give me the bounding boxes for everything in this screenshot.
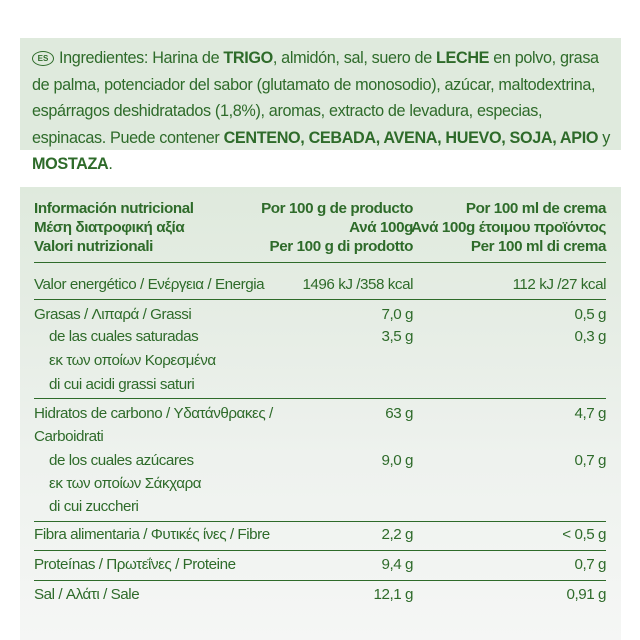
energy-product: 1496 kJ /358 kcal <box>302 276 413 293</box>
protein-product: 9,4 g <box>381 556 413 573</box>
fibre-cream: < 0,5 g <box>562 526 606 543</box>
carbs-cream: 4,7 g <box>574 405 606 422</box>
header-col-cream-es: Por 100 ml de crema <box>465 200 606 217</box>
carbs-label-line1: Hidratos de carbono / Υδατάνθρακες / <box>34 405 273 422</box>
protein-label: Proteínas / Πρωτεΐνες / Proteine <box>34 556 236 573</box>
fat-label: Grasas / Λιπαρά / Grassi <box>34 306 192 323</box>
header-col-cream-it: Per 100 ml di crema <box>470 238 606 255</box>
header-col-cream-el: Ανά 100g έτοιμου προϊόντος <box>411 219 606 236</box>
header-col-product-es: Por 100 g de producto <box>261 200 413 217</box>
fibre-label: Fibra alimentaria / Φυτικές ίνες / Fibre <box>34 526 270 543</box>
fibre-product: 2,2 g <box>381 526 413 543</box>
sugars-product: 9,0 g <box>381 452 413 469</box>
salt-cream: 0,91 g <box>566 586 606 603</box>
ingredients-box <box>20 38 621 173</box>
divider <box>34 262 606 263</box>
fat-product: 7,0 g <box>381 306 413 323</box>
saturates-product: 3,5 g <box>381 328 413 345</box>
divider <box>34 398 606 399</box>
sugars-cream: 0,7 g <box>574 452 606 469</box>
sugars-label-el: εκ των οποίων Σάκχαρα <box>49 475 202 492</box>
saturates-cream: 0,3 g <box>574 328 606 345</box>
divider <box>34 550 606 551</box>
divider <box>34 580 606 581</box>
allergen-trigo: TRIGO <box>223 49 273 67</box>
ingredients-seg-4: en polvo, grasa de palma, potenciador del sabor (glutamato de monosodio), azúcar, maltodextrina, espárragos deshidratados (1,8%), aromas, extracto de levadura, especias, espinacas. Puede contener <box>32 49 599 147</box>
header-col-product-el: Ανά 100g <box>349 219 413 236</box>
header-label-it: Valori nutrizionali <box>34 238 153 255</box>
header-label-es: Información nutricional <box>34 200 194 217</box>
saturates-label-it: di cui acidi grassi saturi <box>49 376 195 393</box>
language-badge: ES <box>32 51 54 66</box>
sugars-label-it: di cui zuccheri <box>49 498 139 515</box>
saturates-label-es: de las cuales saturadas <box>49 328 199 345</box>
ingredients-seg-2: , almidón, sal, suero de <box>272 49 436 67</box>
saturates-label-el: εκ των οποίων Κορεσμένα <box>49 352 216 369</box>
ingredients-seg-6: y <box>598 128 610 147</box>
allergens-may-contain: CENTENO, CEBADA, AVENA, HUEVO, SOJA, APIO <box>223 128 599 147</box>
allergen-leche: LECHE <box>436 49 490 67</box>
salt-label: Sal / Αλάτι / Sale <box>34 586 140 603</box>
salt-product: 12,1 g <box>373 586 413 603</box>
ingredients-seg-0: Ingredientes: Harina de <box>59 49 224 67</box>
energy-cream: 112 kJ /27 kcal <box>512 276 606 293</box>
ingredients-seg-8: . <box>108 155 113 173</box>
fat-cream: 0,5 g <box>574 306 606 323</box>
header-col-product-it: Per 100 g di prodotto <box>269 238 413 255</box>
energy-label: Valor energético / Ενέργεια / Energia <box>34 276 265 293</box>
sugars-label-es: de los cuales azúcares <box>49 452 194 469</box>
allergen-mostaza: MOSTAZA <box>32 155 109 173</box>
divider <box>34 299 606 300</box>
carbs-product: 63 g <box>385 405 413 422</box>
protein-cream: 0,7 g <box>574 556 606 573</box>
header-label-el: Μέση διατροφική αξία <box>34 219 185 236</box>
divider <box>34 521 606 522</box>
carbs-label-line2: Carboidrati <box>34 428 104 445</box>
